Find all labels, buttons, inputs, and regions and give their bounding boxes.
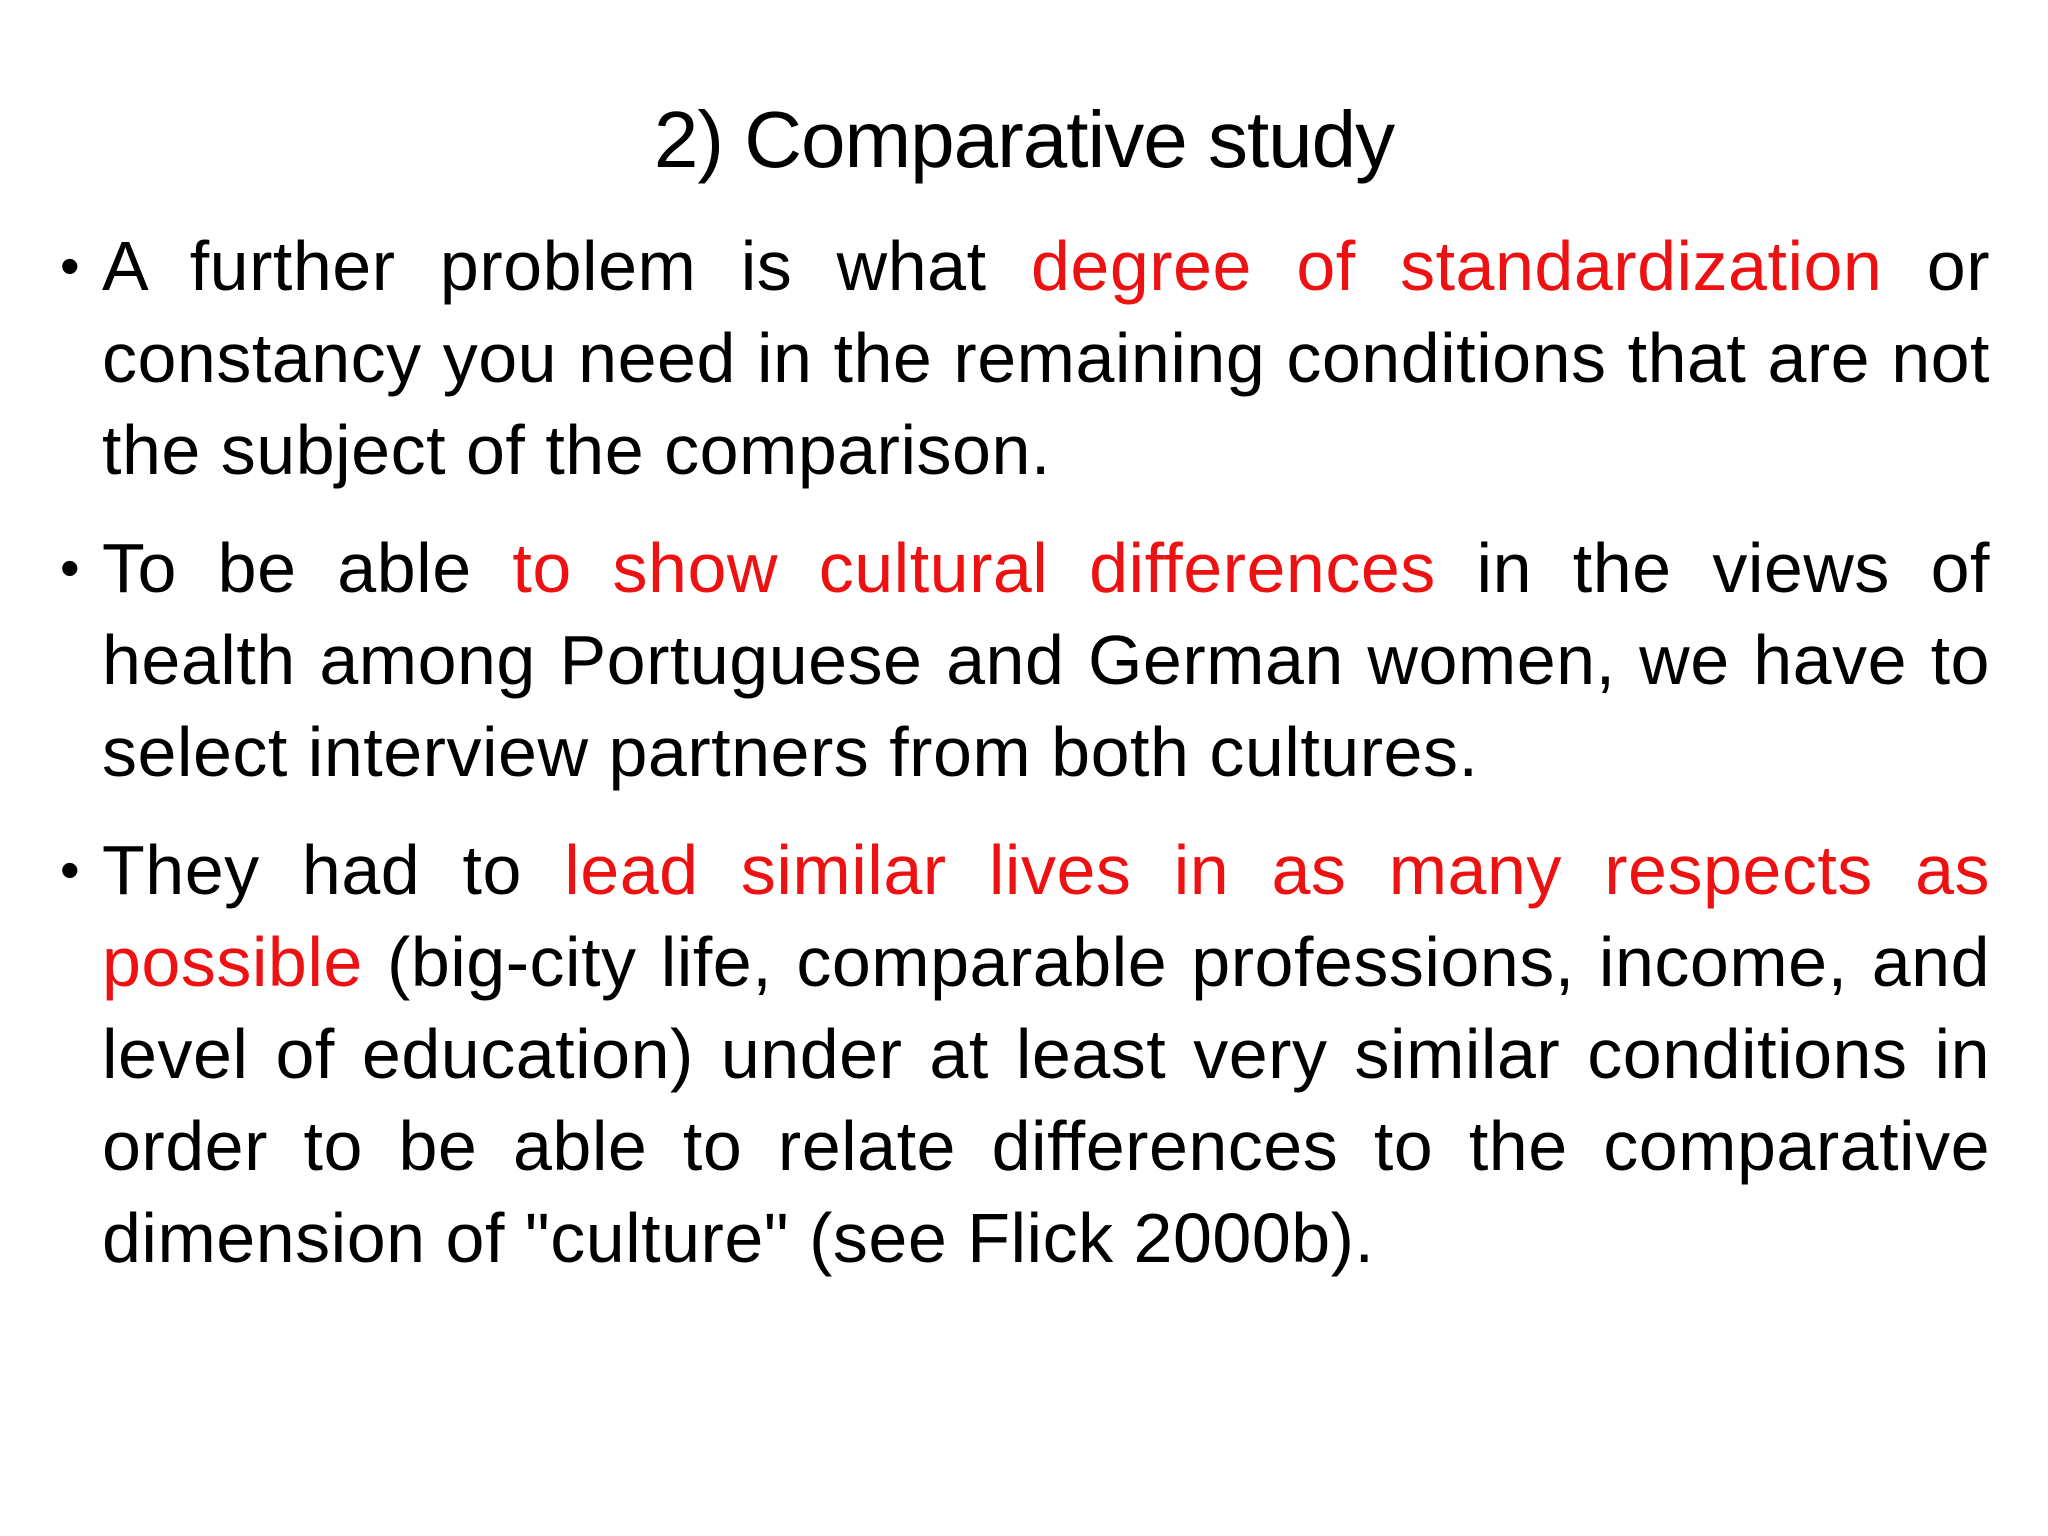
bullet-text: (big-city life, comparable professions, income, and level of education) under at least very similar conditions in order to be able to relate differences to the comparative dimension of "culture" (see Flick 2000b). [102,923,1990,1277]
bullet-icon: • [60,838,81,901]
bullet-list [60,220,1990,1310]
bullet-icon: • [60,536,81,599]
bullet-item [60,220,1990,496]
bullet-text: in the views of health among Portuguese and German women, we have to select interview partners from both cultures. [102,529,1990,791]
bullet-text: To be able [102,529,513,607]
bullet-highlight: to show cultural differences [512,529,1436,607]
bullet-item [60,522,1990,798]
bullet-icon: • [60,234,81,297]
bullet-item [60,824,1990,1284]
bullet-highlight: degree of standardization [1030,227,1883,305]
slide-title: 2) Comparative study [653,95,1395,184]
bullet-text: A further problem is what [102,227,1031,305]
bullet-highlight: lead similar lives in as many respects as possible [102,831,1991,1001]
bullet-text: or constancy you need in the remaining conditions that are not the subject of the comparison. [102,227,1990,489]
bullet-text: They had to [102,831,565,909]
